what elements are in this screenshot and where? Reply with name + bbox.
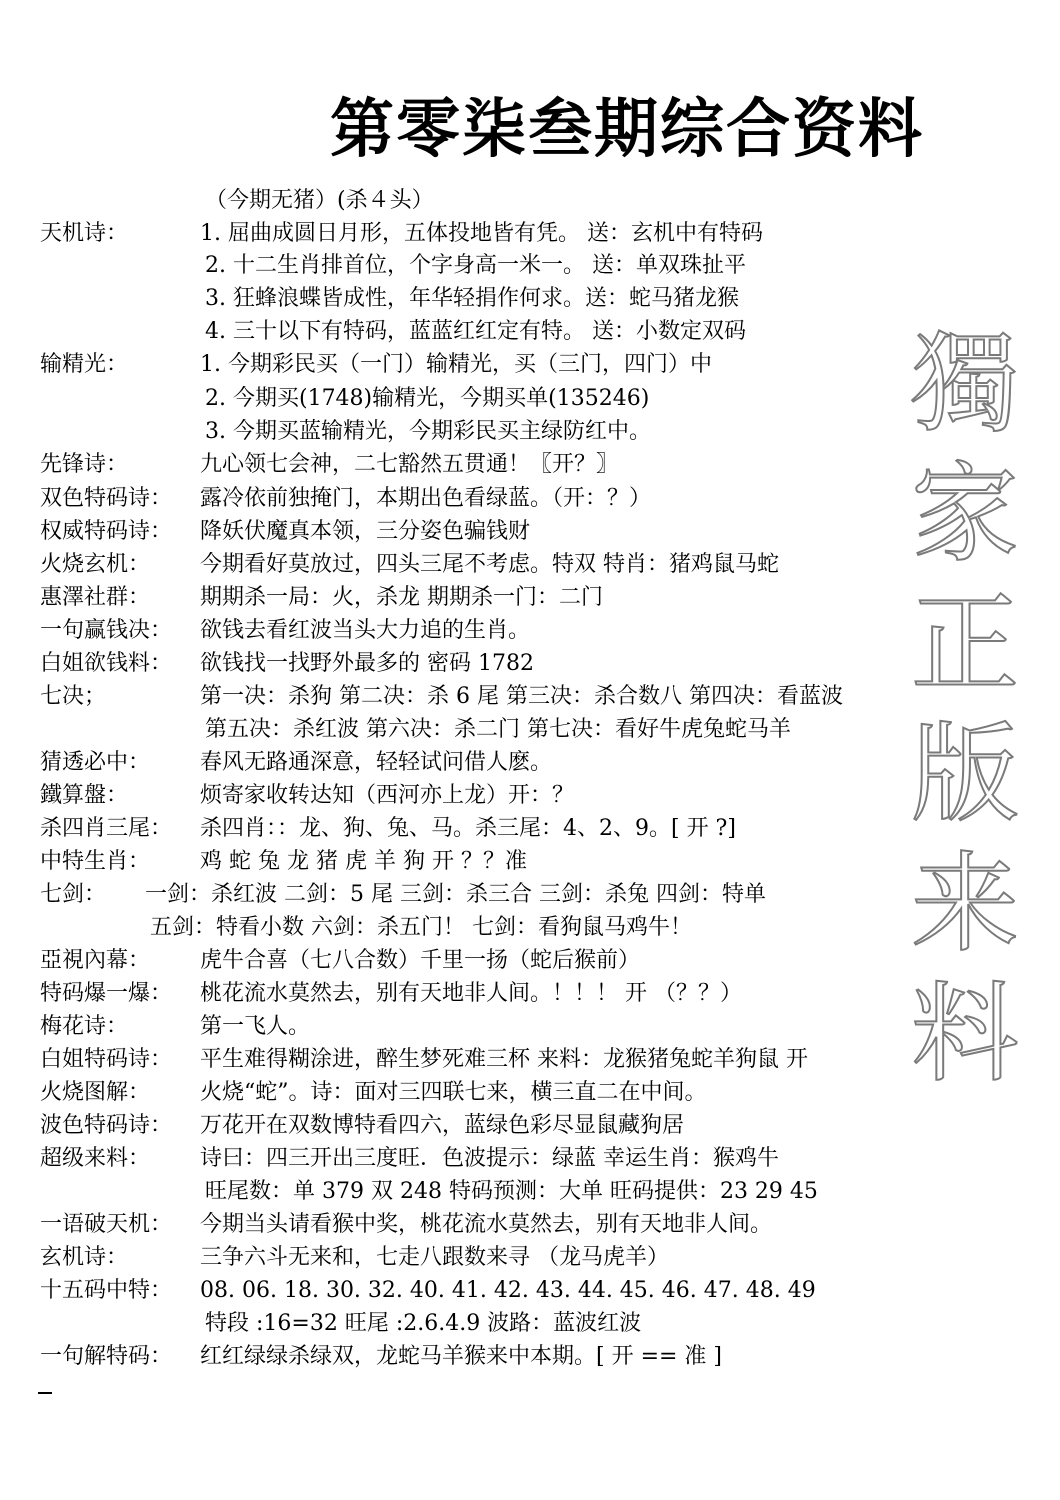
line-label: 白姐特码诗： [40,1047,173,1072]
line-text: 欲钱去看红波当头大力追的生肖。 [200,618,531,643]
watermark-vertical [895,320,1035,1100]
line-text: 今期看好莫放过，四头三尾不考虑。特双 特肖：猪鸡鼠马蛇 [200,552,779,577]
line-label: 七剑： [40,882,107,907]
line-text: 第一决：杀狗 第二决：杀 6 尾 第三决：杀合数八 第四决：看蓝波 [200,684,843,709]
line-text: 1. 今期彩民买（一门）输精光，买（三门，四门）中 [200,352,712,377]
line-text: 08. 06. 18. 30. 32. 40. 41. 42. 43. 44. 45. 46. 47. 48. 49 [200,1278,816,1303]
line-label: 惠澤社群： [40,585,151,610]
line-label: 鐵算盤： [40,783,129,808]
line-label: 十五码中特： [40,1278,173,1303]
line-label: 特码爆一爆： [40,981,173,1006]
line-text: 杀四肖：：龙、狗、兔、马。杀三尾：4、2、9。[ 开 ?] [200,816,736,841]
line-text: 欲钱找一找野外最多的 密码 1782 [200,651,534,676]
line-text: 三争六斗无来和，七走八跟数来寻 （龙马虎羊） [200,1245,669,1270]
line-text: 虎牛合喜（七八合数）千里一扬（蛇后猴前） [200,948,641,973]
line-label: 猜透必中： [40,750,151,775]
line-label: 波色特码诗： [40,1113,173,1138]
line-label: 亞視內幕： [40,948,151,973]
line-text: 3. 今期买蓝输精光，今期彩民买主绿防红中。 [205,419,651,444]
line-text: 降妖伏魔真本领，三分姿色骗钱财 [200,519,531,544]
line-text: 第一飞人。 [200,1014,311,1039]
line-label: 一句解特码： [40,1344,173,1369]
line-text: 特段 :16=32 旺尾 :2.6.4.9 波路：蓝波红波 [205,1311,642,1336]
line-text: 2. 今期买(1748)输精光，今期买单(135246) [205,386,650,411]
line-text: 五剑：特看小数 六剑：杀五门！ 七剑：看狗鼠马鸡牛！ [150,915,692,940]
line-text: 诗曰：四三开出三度旺．色波提示：绿蓝 幸运生肖：猴鸡牛 [200,1146,779,1171]
line-label: 一语破天机： [40,1212,173,1237]
line-text: 火烧“蛇”。诗：面对三四联七来，横三直二在中间。 [200,1080,707,1105]
line-label: 中特生肖： [40,849,151,874]
line-label: 权威特码诗： [40,519,173,544]
line-text: 红红绿绿杀绿双，龙蛇马羊猴来中本期。[ 开 == 准 ] [200,1344,723,1369]
line-label: 一句赢钱决： [40,618,173,643]
line-text: 期期杀一局：火，杀龙 期期杀一门：二门 [200,585,603,610]
watermark-char: 版 [910,712,1019,837]
line-label: 火烧图解： [40,1080,151,1105]
subtitle: （今期无猪）(杀４头） [205,188,434,213]
line-label: 天机诗： [40,221,129,246]
line-text: 烦寄家收转达知（西河亦上龙）开：？ [200,783,575,808]
page-title: 第零柒叁期综合资料 [330,93,924,167]
line-text: 春风无路通深意，轻轻试问借人麽。 [200,750,553,775]
line-label: 双色特码诗： [40,486,173,511]
line-label: 火烧玄机： [40,552,151,577]
line-text: 桃花流水莫然去，别有天地非人间。！！！ 开 （？？） [200,981,742,1006]
line-label: 超级来料： [40,1146,151,1171]
line-label: 杀四肖三尾： [40,816,173,841]
watermark-char: 来 [910,842,1019,967]
line-text: 平生难得糊涂进，醉生梦死难三杯 来料：龙猴猪兔蛇羊狗鼠 开 [200,1047,808,1072]
line-label: 梅花诗： [40,1014,129,1039]
watermark-char: 獨 [910,322,1019,447]
line-text: 2. 十二生肖排首位，个字身高一米一。 送：单双珠扯平 [205,253,746,278]
line-label: 输精光： [40,352,129,377]
corner-mark [38,1392,52,1394]
line-text: 九心领七会神，二七豁然五贯通！〖开？〗 [200,452,619,477]
line-text: 一剑：杀红波 二剑：5 尾 三剑：杀三合 三剑：杀兔 四剑：特单 [145,882,766,907]
line-text: 万花开在双数博特看四六，蓝绿色彩尽显鼠藏狗居 [200,1113,685,1138]
line-label: 玄机诗： [40,1245,129,1270]
line-label: 白姐欲钱料： [40,651,173,676]
line-text: 旺尾数：单 379 双 248 特码预测：大单 旺码提供：23 29 45 [205,1179,818,1204]
watermark-char: 正 [910,582,1019,707]
line-text: 4. 三十以下有特码，蓝蓝红红定有特。 送：小数定双码 [205,319,746,344]
line-text: 第五决：杀红波 第六决：杀二门 第七决：看好牛虎兔蛇马羊 [205,717,791,742]
line-text: 鸡 蛇 兔 龙 猪 虎 羊 狗 开 ？？准 [200,849,527,874]
line-label: 先锋诗： [40,452,129,477]
line-label: 七决； [40,684,107,709]
watermark-char: 料 [910,972,1019,1097]
line-text: 今期当头请看猴中奖，桃花流水莫然去，别有天地非人间。 [200,1212,773,1237]
line-text: 1. 屈曲成圆日月形，五体投地皆有凭。 送：玄机中有特码 [200,221,763,246]
line-text: 3. 狂蜂浪蝶皆成性，年华轻捐作何求。送：蛇马猪龙猴 [205,286,739,311]
watermark-char: 家 [910,452,1019,577]
line-text: 露冷依前独掩门，本期出色看绿蓝。（开：？） [200,486,652,511]
